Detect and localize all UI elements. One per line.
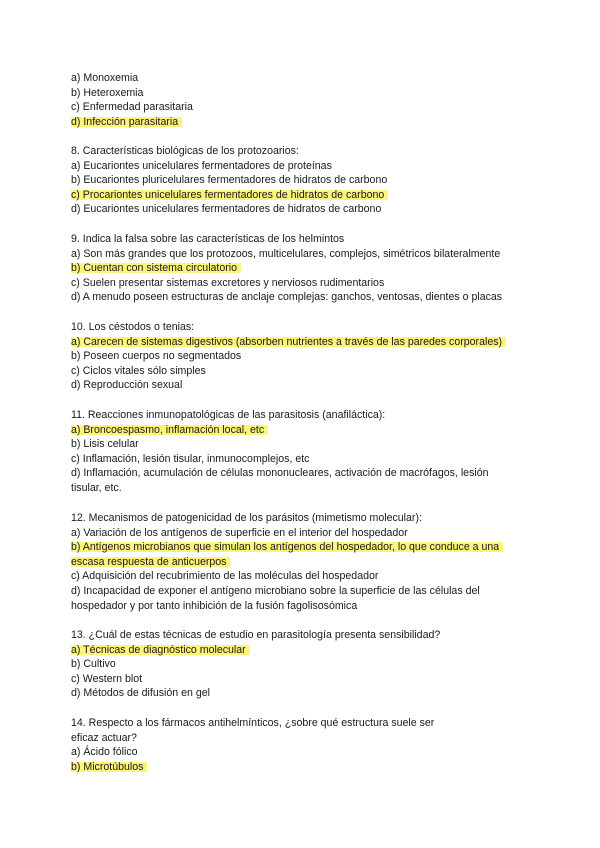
question-12 xyxy=(71,511,551,613)
question-11 xyxy=(71,408,551,496)
question-13 xyxy=(71,628,551,701)
option-d: d) Eucariontes unicelulares fermentadores de hidratos de carbono xyxy=(71,203,382,216)
question-7 xyxy=(71,71,551,129)
question-text: 9. Indica la falsa sobre las características de los helmintos xyxy=(71,233,345,245)
question-10 xyxy=(71,320,551,393)
question-text: 13. ¿Cuál de estas técnicas de estudio en parasitología presenta sensibilidad? xyxy=(71,629,441,641)
option-a-highlighted: a) Broncoespasmo, inflamación local, etc xyxy=(71,424,268,436)
question-14 xyxy=(71,716,551,774)
option-d: d) A menudo poseen estructuras de anclaje complejas: ganchos, ventosas, dientes o placas xyxy=(71,291,503,304)
option-d-cont: hospedador y por tanto inhibición de la fusión fagolisosómica xyxy=(71,599,358,612)
question-text: 8. Características biológicas de los protozoarios: xyxy=(71,145,299,157)
option-b: b) Eucariontes pluricelulares fermentadores de hidratos de carbono xyxy=(71,174,388,187)
option-a: a) Monoxemia xyxy=(71,72,139,84)
option-a: a) Ácido fólico xyxy=(71,746,138,759)
option-b-highlighted: b) Antígenos microbianos que simulan los antígenos del hospedador, lo que conduce a una xyxy=(71,541,503,553)
question-text-cont: eficaz actuar? xyxy=(71,731,137,744)
question-8 xyxy=(71,144,551,217)
option-c: c) Inflamación, lesión tisular, inmunocomplejos, etc xyxy=(71,452,310,465)
option-d: d) Reproducción sexual xyxy=(71,379,183,392)
option-c: c) Western blot xyxy=(71,672,143,685)
option-c-highlighted: c) Procariontes unicelulares fermentadores de hidratos de carbono xyxy=(71,189,388,201)
option-b-highlighted: b) Cuentan con sistema circulatorio xyxy=(71,262,241,274)
question-9 xyxy=(71,232,551,305)
question-text: 10. Los céstodos o tenias: xyxy=(71,321,195,333)
option-d: d) Métodos de difusión en gel xyxy=(71,687,210,700)
question-text: 12. Mecanismos de patogenicidad de los parásitos (mimetismo molecular): xyxy=(71,512,422,524)
question-text: 14. Respecto a los fármacos antihelmínticos, ¿sobre qué estructura suele ser xyxy=(71,717,435,729)
option-b: b) Heteroxemia xyxy=(71,86,144,99)
option-a: a) Variación de los antígenos de superficie en el interior del hospedador xyxy=(71,526,408,539)
option-d: d) Inflamación, acumulación de células mononucleares, activación de macrófagos, lesión xyxy=(71,467,489,480)
option-b: b) Poseen cuerpos no segmentados xyxy=(71,350,242,363)
option-b: b) Cultivo xyxy=(71,658,116,671)
option-a-highlighted: a) Técnicas de diagnóstico molecular xyxy=(71,644,250,656)
option-c: c) Ciclos vitales sólo simples xyxy=(71,364,206,377)
option-d-cont: tisular, etc. xyxy=(71,481,122,494)
option-c: c) Enfermedad parasitaria xyxy=(71,101,193,114)
option-b-highlighted-cont: escasa respuesta de anticuerpos xyxy=(71,556,230,568)
option-c: c) Adquisición del recubrimiento de las moléculas del hospedador xyxy=(71,570,379,583)
option-b-highlighted: b) Microtúbulos xyxy=(71,761,147,773)
option-c: c) Suelen presentar sistemas excretores y nerviosos rudimentarios xyxy=(71,276,385,289)
question-text: 11. Reacciones inmunopatológicas de las parasitosis (anafiláctica): xyxy=(71,409,386,421)
option-b: b) Lisis celular xyxy=(71,438,139,451)
option-a: a) Son más grandes que los protozoos, multicelulares, complejos, simétricos bilateralmente xyxy=(71,247,501,260)
option-d-highlighted: d) Infección parasitaria xyxy=(71,116,182,128)
option-a: a) Eucariontes unicelulares fermentadores de proteínas xyxy=(71,159,332,172)
option-d: d) Incapacidad de exponer el antígeno microbiano sobre la superficie de las células del xyxy=(71,584,480,597)
option-a-highlighted: a) Carecen de sistemas digestivos (absorben nutrientes a través de las paredes corporales) xyxy=(71,336,506,348)
